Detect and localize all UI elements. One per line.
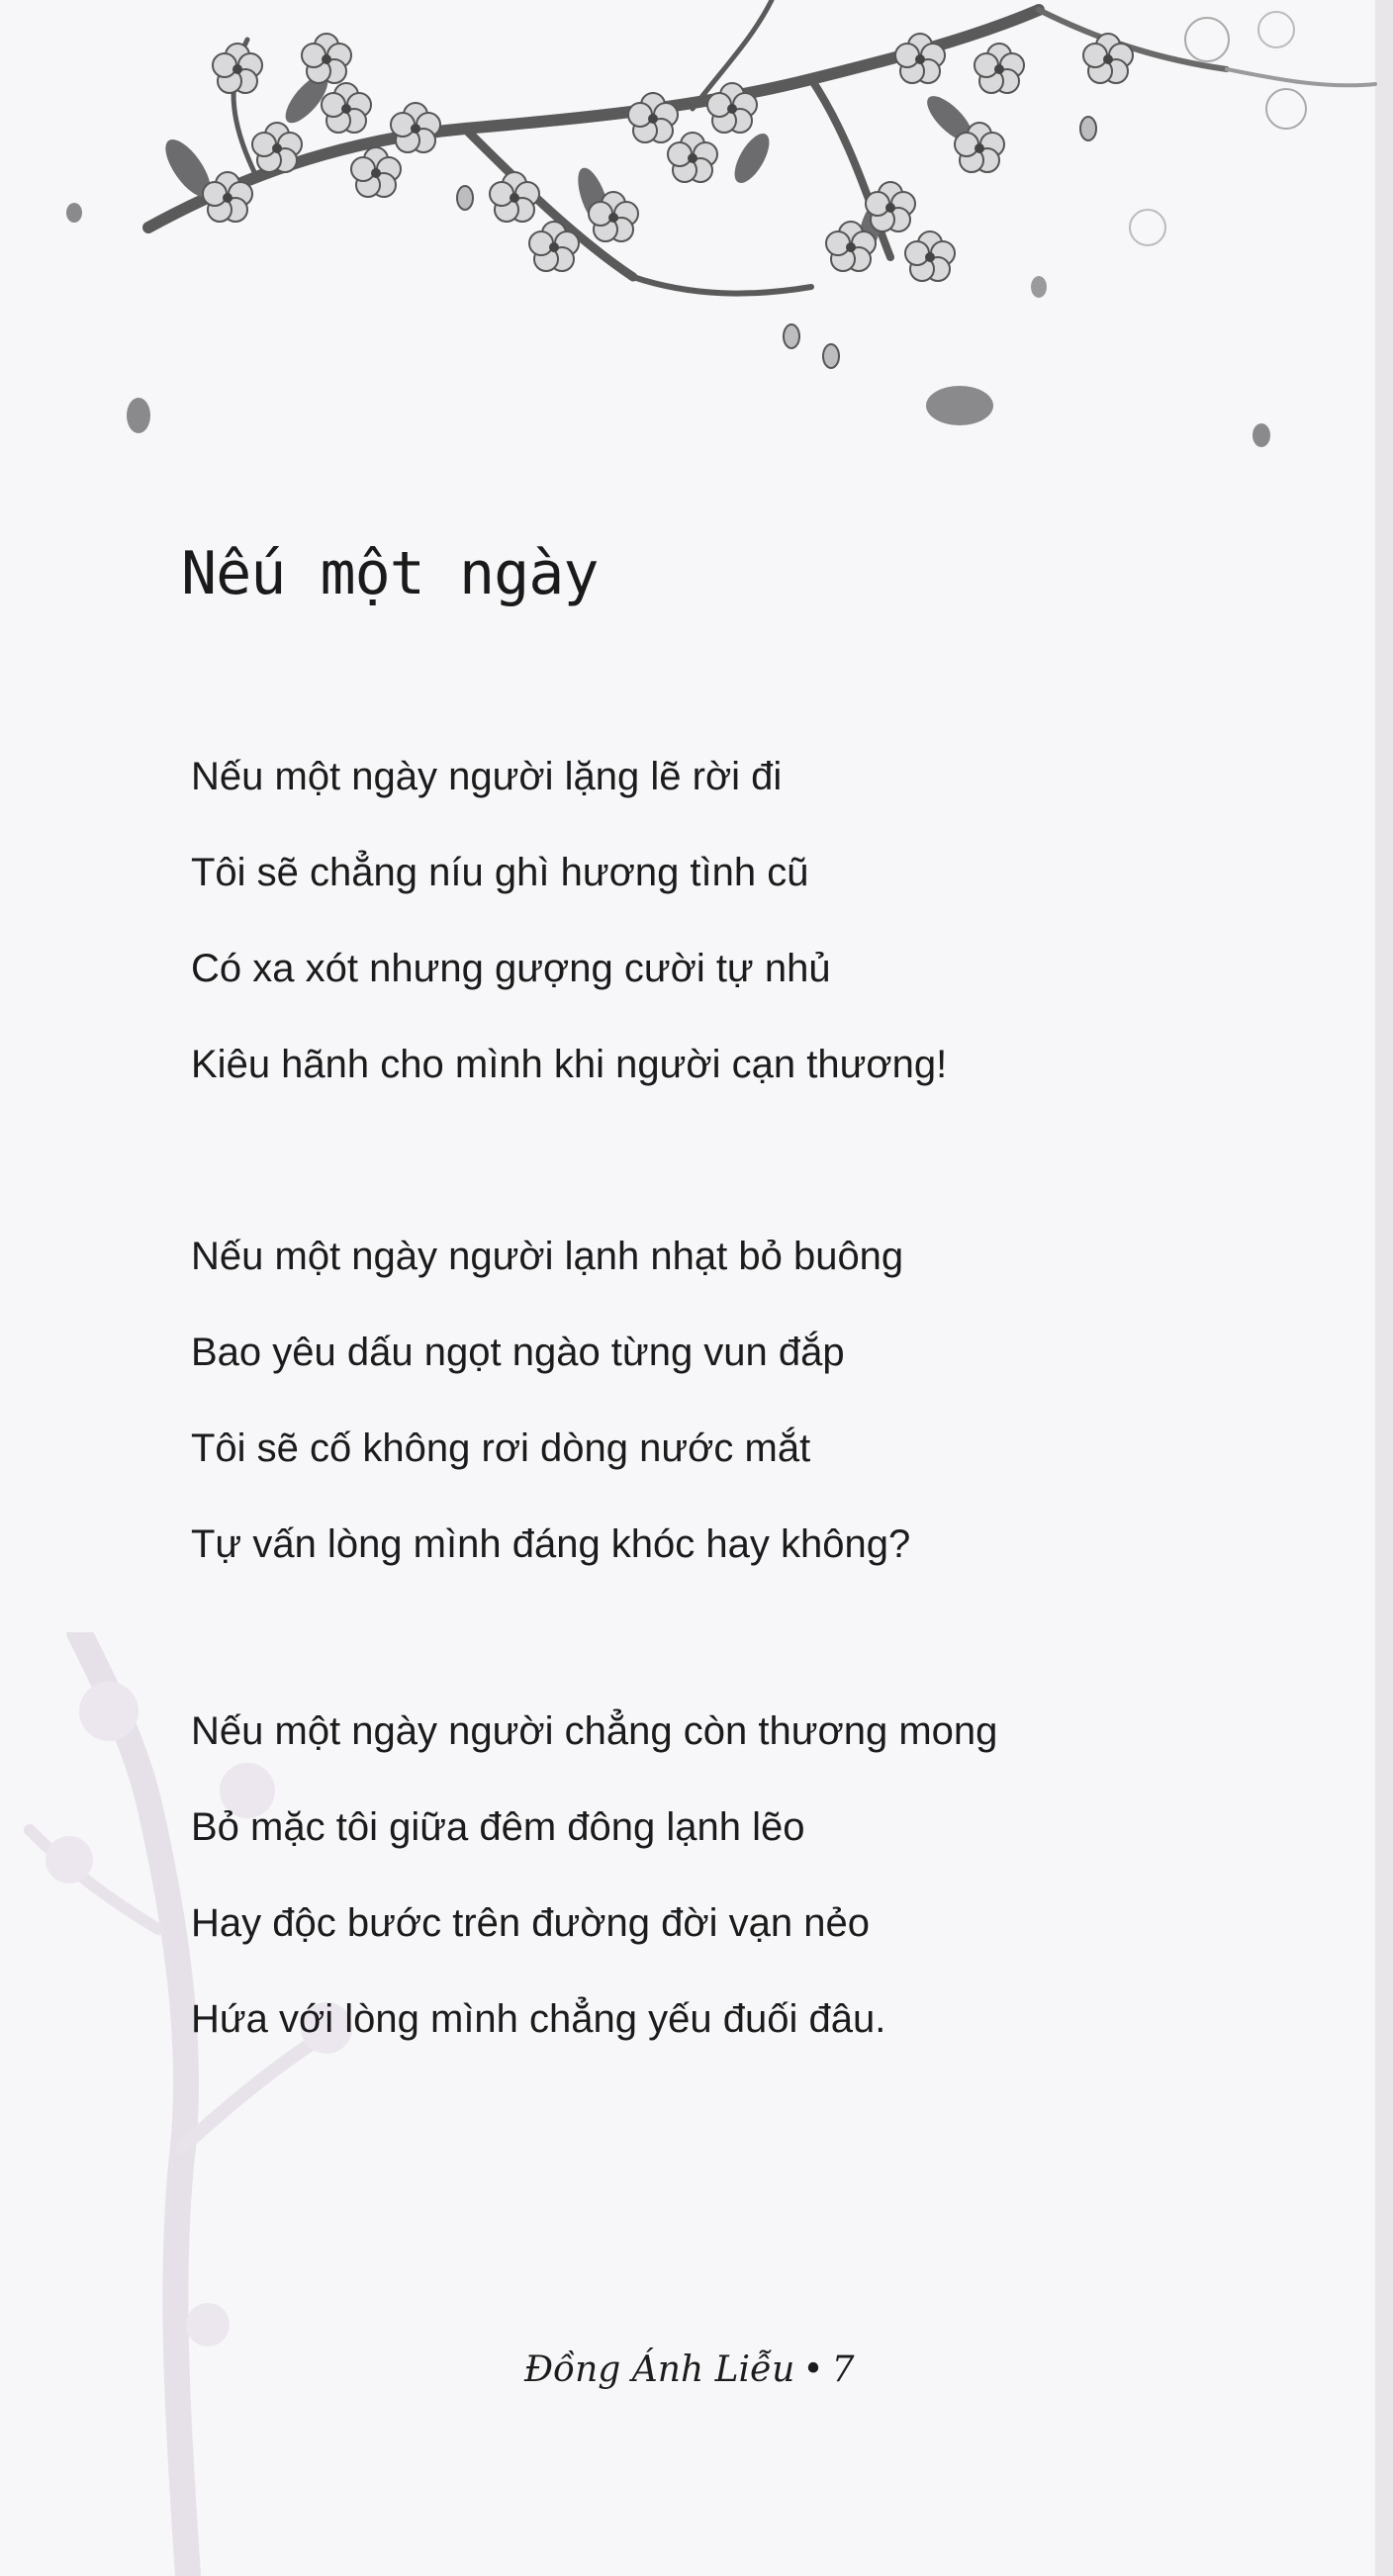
poem-line: Nếu một ngày người chẳng còn thương mong <box>191 1709 998 1753</box>
cherry-blossom-branch-illustration <box>0 0 1393 465</box>
poem-line: Có xa xót nhưng gượng cười tự nhủ <box>191 947 831 990</box>
poem-line: Kiêu hãnh cho mình khi người cạn thương! <box>191 1043 948 1086</box>
stanza-2 <box>191 1227 910 1610</box>
poem-line: Nếu một ngày người lặng lẽ rời đi <box>191 755 783 798</box>
poem-line: Tự vấn lòng mình đáng khóc hay không? <box>191 1522 911 1566</box>
stanza-3 <box>191 1702 997 2085</box>
page-number: 7 <box>831 2349 855 2390</box>
stanza-1 <box>191 747 947 1131</box>
poem-line: Tôi sẽ cố không rơi dòng nước mắt <box>191 1426 811 1470</box>
poem-line: Bao yêu dấu ngọt ngào từng vun đắp <box>191 1331 845 1374</box>
poem-line: Nếu một ngày người lạnh nhạt bỏ buông <box>191 1235 904 1278</box>
poem-line: Bỏ mặc tôi giữa đêm đông lạnh lẽo <box>191 1805 805 1849</box>
page-footer <box>524 2349 854 2390</box>
poem-line: Tôi sẽ chẳng níu ghì hương tình cũ <box>191 851 809 894</box>
poem-line: Hứa với lòng mình chẳng yếu đuối đâu. <box>191 1997 886 2041</box>
poem-title: Nếu một ngày <box>181 539 599 608</box>
footer-separator: • <box>802 2349 824 2390</box>
footer-author: Đồng Ánh Liễu <box>524 2349 795 2390</box>
poem-line: Hay độc bước trên đường đời vạn nẻo <box>191 1901 870 1945</box>
